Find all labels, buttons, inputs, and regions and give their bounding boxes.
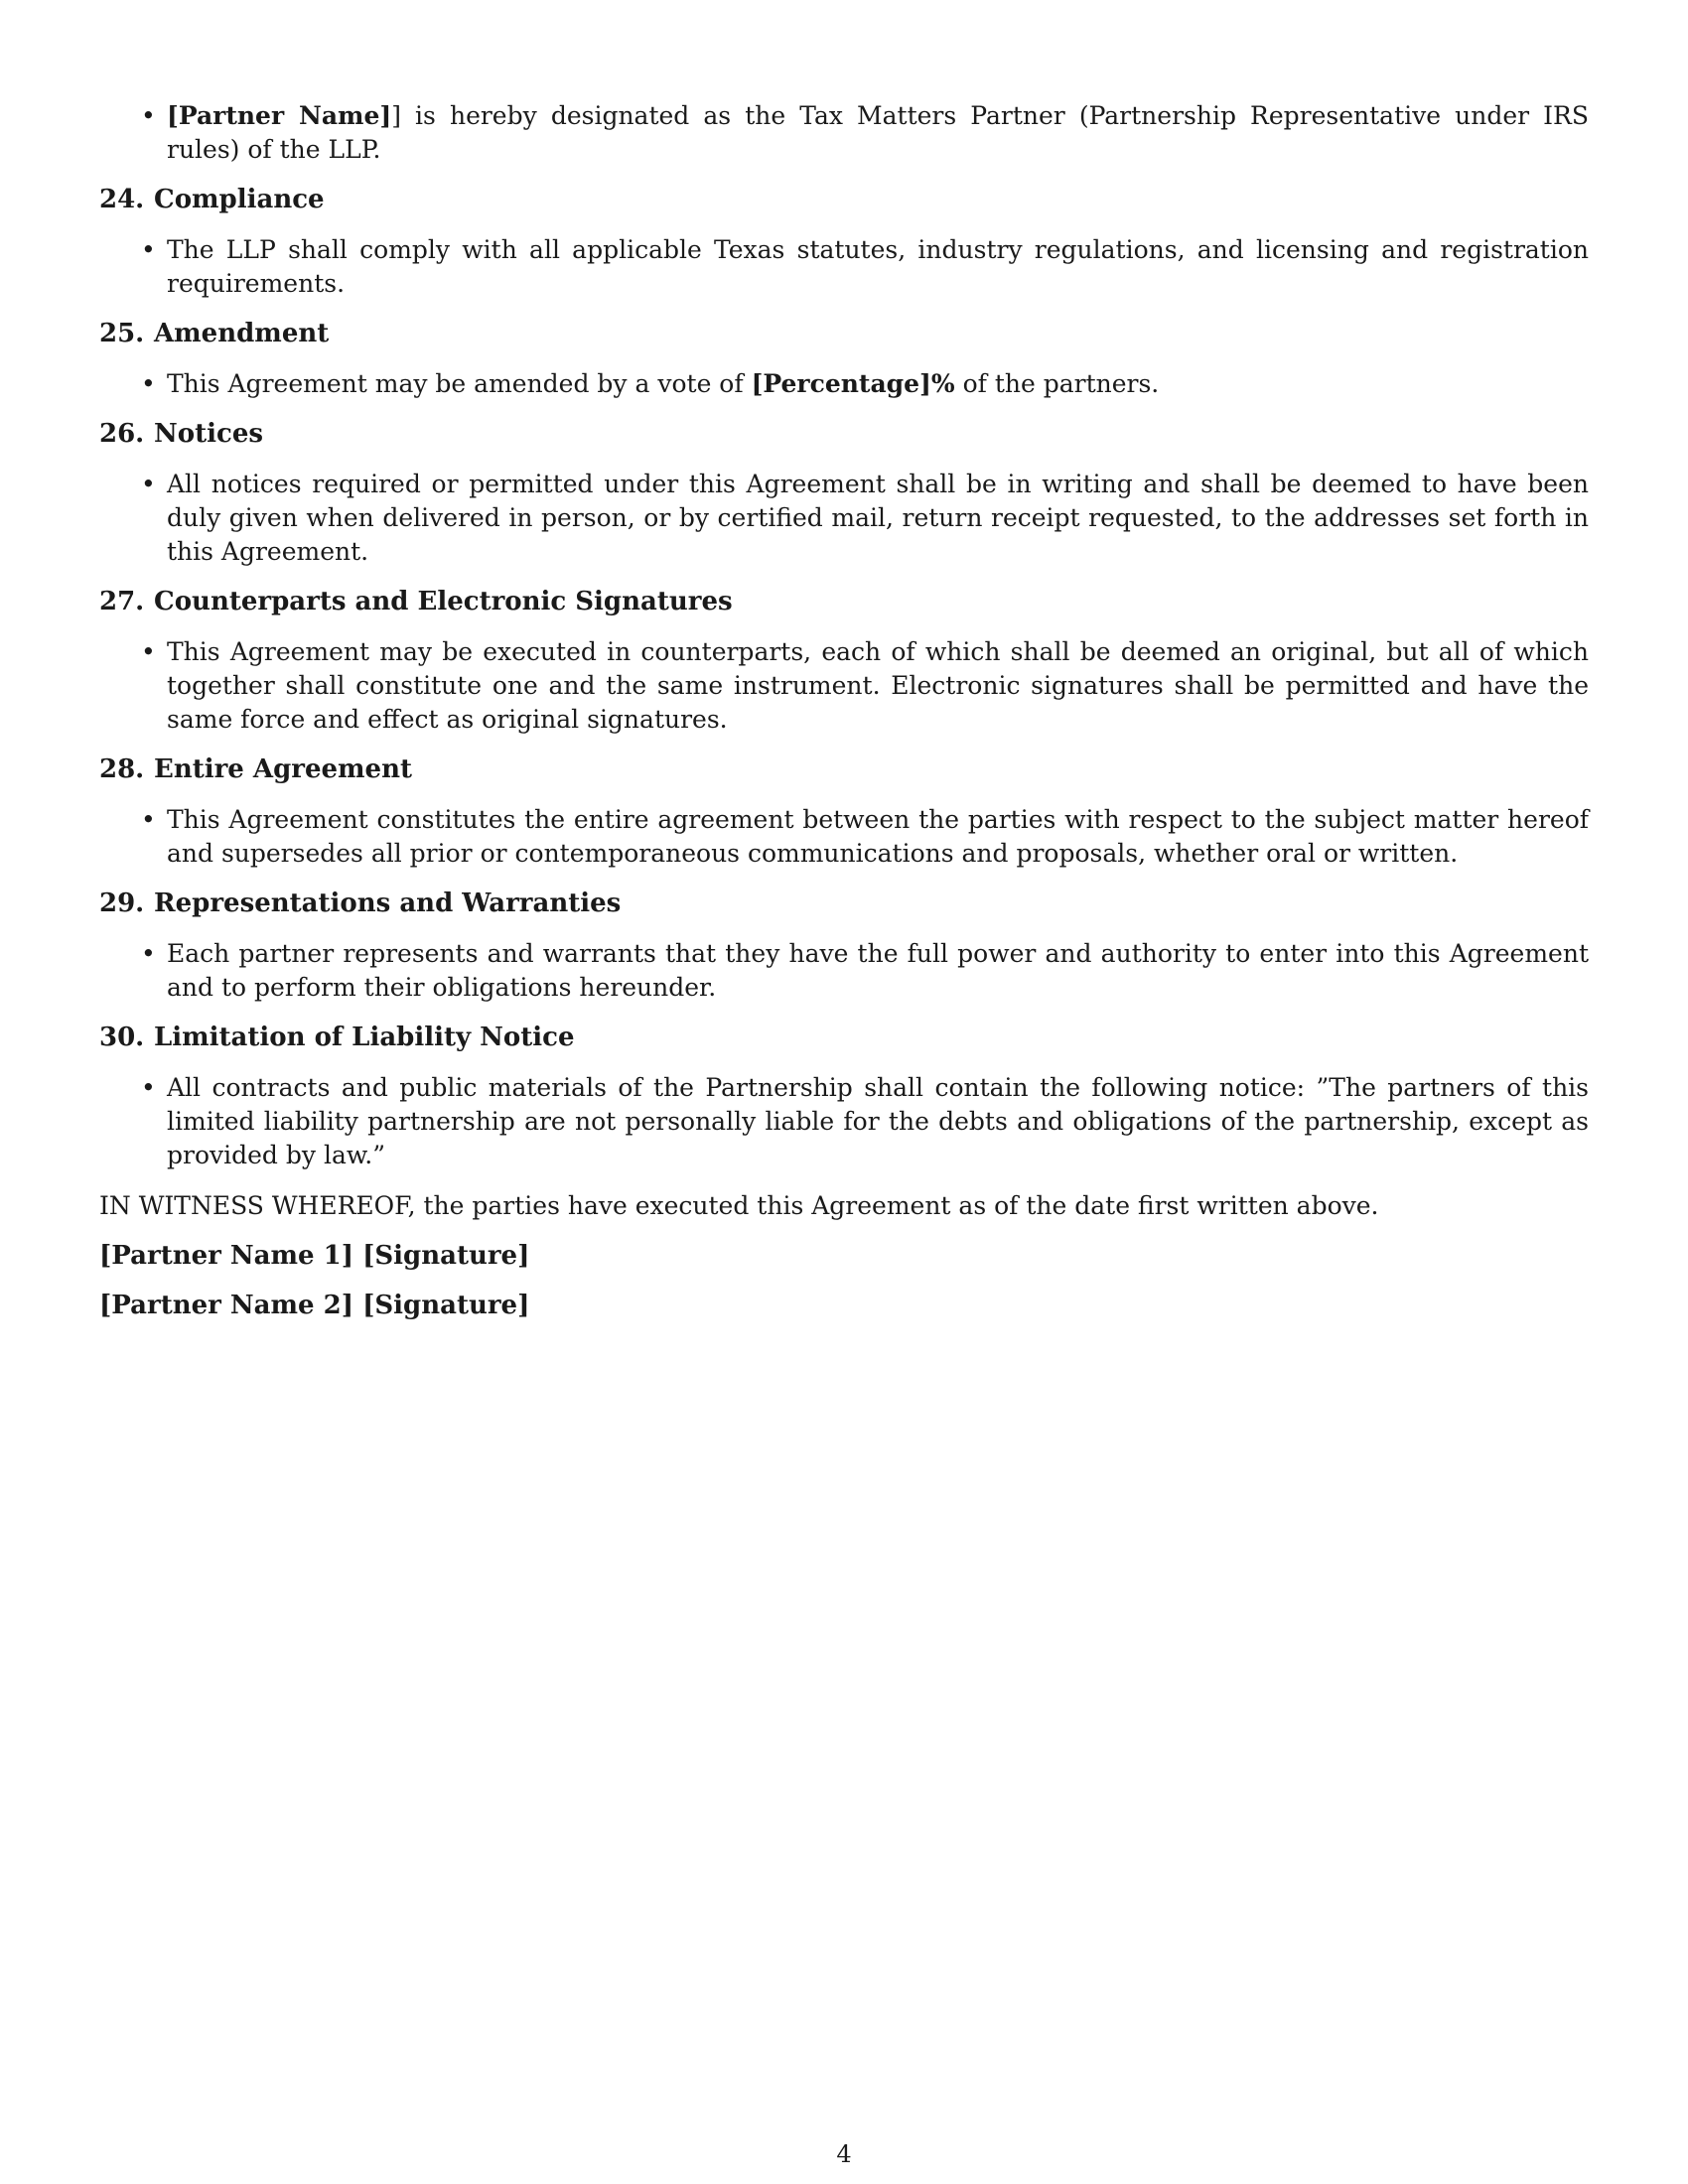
witness-clause: IN WITNESS WHEREOF, the parties have executed this Agreement as of the date first written above. xyxy=(99,1191,1379,1220)
section-list xyxy=(99,468,1589,569)
section-number: 25. xyxy=(99,319,145,348)
bullet-icon: • xyxy=(141,805,156,834)
section-title: Representations and Warranties xyxy=(154,888,622,918)
section-number: 30. xyxy=(99,1023,145,1052)
section-number: 29. xyxy=(99,888,145,918)
bullet-icon: • xyxy=(141,1073,156,1102)
list-item xyxy=(99,468,1589,569)
section-heading-liability-notice xyxy=(99,1021,1589,1054)
section-number: 27. xyxy=(99,587,145,616)
placeholder-partner-name: [Partner Name] xyxy=(167,101,392,130)
section-title: Counterparts and Electronic Signatures xyxy=(154,587,733,616)
list-item-text: This Agreement may be executed in counterparts, each of which shall be deemed an original, but all of which together shall constitute one and the same instrument. Electronic signatures shall be permitted and have the same force and effect as original signatures. xyxy=(167,637,1589,734)
document-page xyxy=(99,99,1589,1322)
section-title: Entire Agreement xyxy=(154,754,412,784)
section-number: 24. xyxy=(99,185,145,214)
section-list xyxy=(99,937,1589,1005)
bullet-icon: • xyxy=(141,369,156,398)
list-item-text: ] is hereby designated as the Tax Matters Partner (Partnership Representative under IRS rules) of the LLP. xyxy=(167,101,1589,164)
section-number: 28. xyxy=(99,754,145,784)
bullet-icon: • xyxy=(141,235,156,264)
section-list xyxy=(99,1071,1589,1172)
list-item xyxy=(99,99,1589,167)
section-list xyxy=(99,803,1589,871)
section-heading-counterparts xyxy=(99,585,1589,618)
list-item xyxy=(99,803,1589,871)
placeholder-percentage: [Percentage]% xyxy=(751,369,955,398)
section-title: Notices xyxy=(154,419,264,449)
section-number: 26. xyxy=(99,419,145,449)
list-item xyxy=(99,635,1589,737)
section-heading-amendment xyxy=(99,317,1589,350)
section-heading-entire-agreement xyxy=(99,752,1589,786)
signature-line-partner-2: [Partner Name 2] [Signature] xyxy=(99,1291,530,1320)
section-heading-representations xyxy=(99,887,1589,920)
section-title: Compliance xyxy=(154,185,325,214)
tax-partner-list xyxy=(99,99,1589,167)
bullet-icon: • xyxy=(141,939,156,968)
list-item xyxy=(99,367,1589,401)
list-item-text: All contracts and public materials of the Partnership shall contain the following notice: ”The partners of this limited liability partnership are not personally liable for the debts and obligations of the partnership, except as provided by law.” xyxy=(167,1073,1589,1169)
bullet-icon: • xyxy=(141,470,156,498)
section-list xyxy=(99,635,1589,737)
section-heading-compliance xyxy=(99,183,1589,216)
section-title: Amendment xyxy=(154,319,330,348)
bullet-icon: • xyxy=(141,637,156,666)
list-item-text: The LLP shall comply with all applicable Texas statutes, industry regulations, and licensing and registration requirements. xyxy=(167,235,1589,298)
list-item xyxy=(99,233,1589,301)
section-list xyxy=(99,233,1589,301)
bullet-icon: • xyxy=(141,101,156,130)
page-number: 4 xyxy=(836,2140,852,2168)
section-list xyxy=(99,367,1589,401)
list-item-text: Each partner represents and warrants that they have the full power and authority to enter into this Agreement and to perform their obligations hereunder. xyxy=(167,939,1589,1002)
list-item-text: of the partners. xyxy=(954,369,1160,398)
section-heading-notices xyxy=(99,417,1589,451)
list-item-text: All notices required or permitted under this Agreement shall be in writing and shall be deemed to have been duly given when delivered in person, or by certified mail, return receipt requested, to the addresses set forth in this Agreement. xyxy=(167,470,1589,566)
section-title: Limitation of Liability Notice xyxy=(154,1023,575,1052)
signature-line-partner-1: [Partner Name 1] [Signature] xyxy=(99,1241,530,1271)
list-item-text: This Agreement constitutes the entire agreement between the parties with respect to the subject matter hereof and supersedes all prior or contemporaneous communications and proposals, whether oral or written. xyxy=(167,805,1589,868)
list-item-text: This Agreement may be amended by a vote of xyxy=(167,369,752,398)
list-item xyxy=(99,937,1589,1005)
list-item xyxy=(99,1071,1589,1172)
